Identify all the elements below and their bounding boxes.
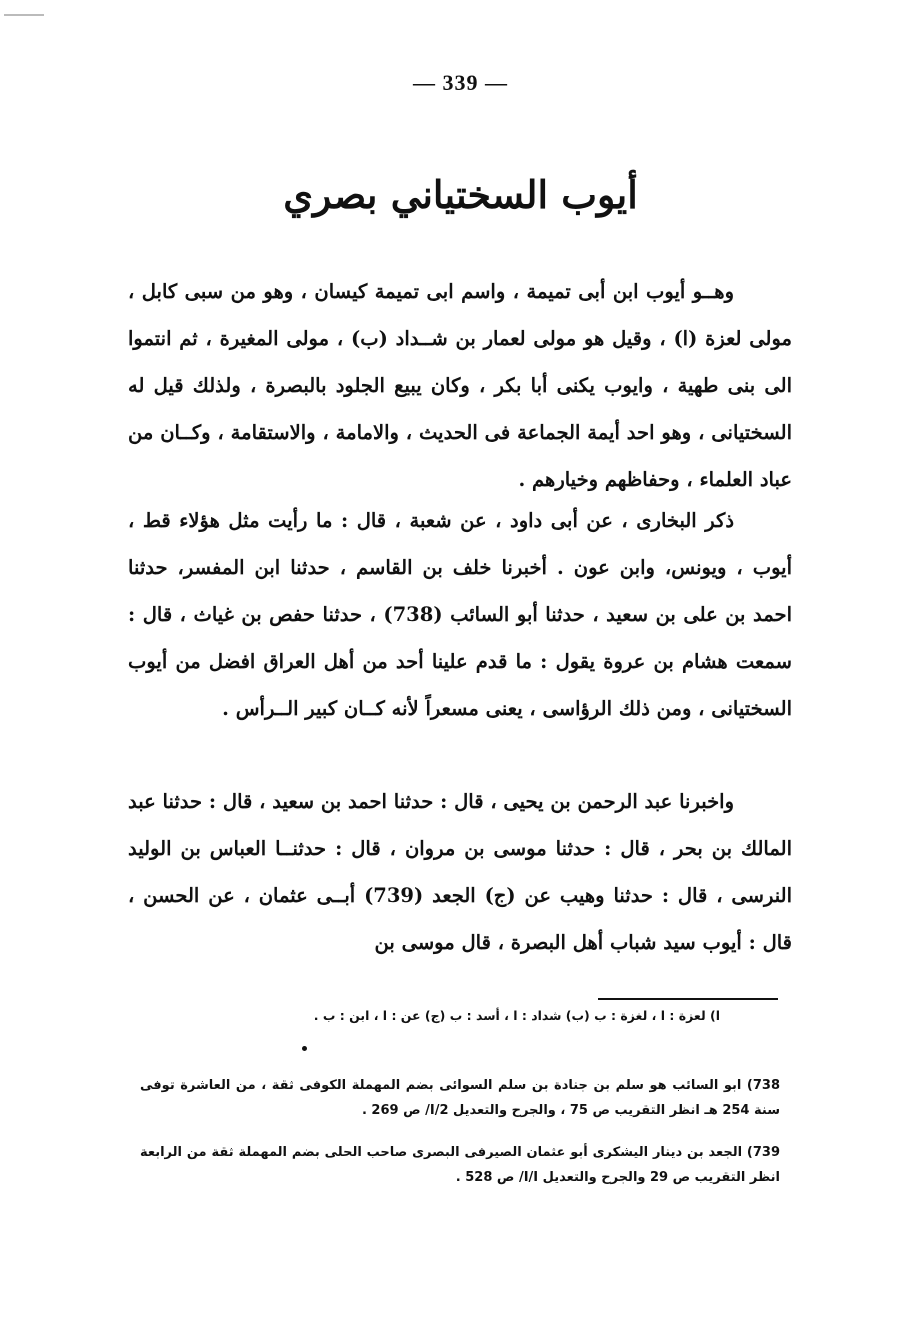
footnote-divider [598,998,778,1000]
body-paragraph-3 [128,778,792,966]
ink-dot [302,1046,307,1051]
page-number: — 339 — [413,70,508,95]
footnote-738: 738) ابو السائب هو سلم بن جنادة بن سلم السوائى بضم المهملة الكوفى ثقة ، من العاشرة توفى سنة 254 هـ انظر التقريب ص 75 ، والجرح والتعديل 2/I/ ص 269 . [140,1078,780,1118]
page-title: أيوب السختياني بصري [283,172,638,217]
body-paragraph-1 [128,268,792,503]
footnote-739: 739) الجعد بن دينار اليشكرى أبو عثمان الصيرفى البصرى صاحب الحلى بضم المهملة ثقة من الرابعة انظر التقريب ص 29 والجرح والتعديل I/I/ ص 528 . [140,1145,780,1185]
scan-artifact [4,14,44,16]
paragraph-text: ذكر البخارى ، عن أبى داود ، عن شعبة ، قال : ما رأيت مثل هؤلاء قط ، أيوب ، ويونس، وابن عون . أخبرنا خلف بن القاسم ، حدثنا ابن المفسر، حدثنا احمد بن على بن سعيد ، حدثنا أبو السائب (738) ، حدثنا حفص بن غياث ، قال : سمعت هشام بن عروة يقول : ما قدم علينا أحد من أهل العراق افضل من أيوب السختيانى ، ومن ذلك الرؤاسى ، يعنى مسعراً لأنه كــان كبير الــرأس . [128,509,792,720]
body-paragraph-2 [128,497,792,732]
footnote-variants: ا) لعزة : ا ، لغزة : ب (ب) شداد : ا ، أسد : ب (ج) عن : ا ، ابن : ب . [313,1008,720,1023]
paragraph-text: وهــو أيوب ابن أبى تميمة ، واسم ابى تميمة كيسان ، وهو من سبى كابل ، مولى لعزة (ا) ، وقيل هو مولى لعمار بن شــداد (ب) ، مولى المغيرة ، ثم انتموا الى بنى طهية ، وايوب يكنى أبا بكر ، وكان يبيع الجلود بالبصرة ، ولذلك قيل له السختيانى ، وهو احد أيمة الجماعة فى الحديث ، والامامة ، والاستقامة ، وكــان من عباد العلماء ، وحفاظهم وخيارهم . [128,280,792,491]
paragraph-text: واخبرنا عبد الرحمن بن يحيى ، قال : حدثنا احمد بن سعيد ، قال : حدثنا عبد المالك بن بحر ، قال : حدثنا موسى بن مروان ، قال : حدثنــا العباس بن الوليد النرسى ، قال : حدثنا وهيب عن (ج) الجعد (739) أبــى عثمان ، عن الحسن ، قال : أيوب سيد شباب أهل البصرة ، قال موسى بن [128,790,792,954]
